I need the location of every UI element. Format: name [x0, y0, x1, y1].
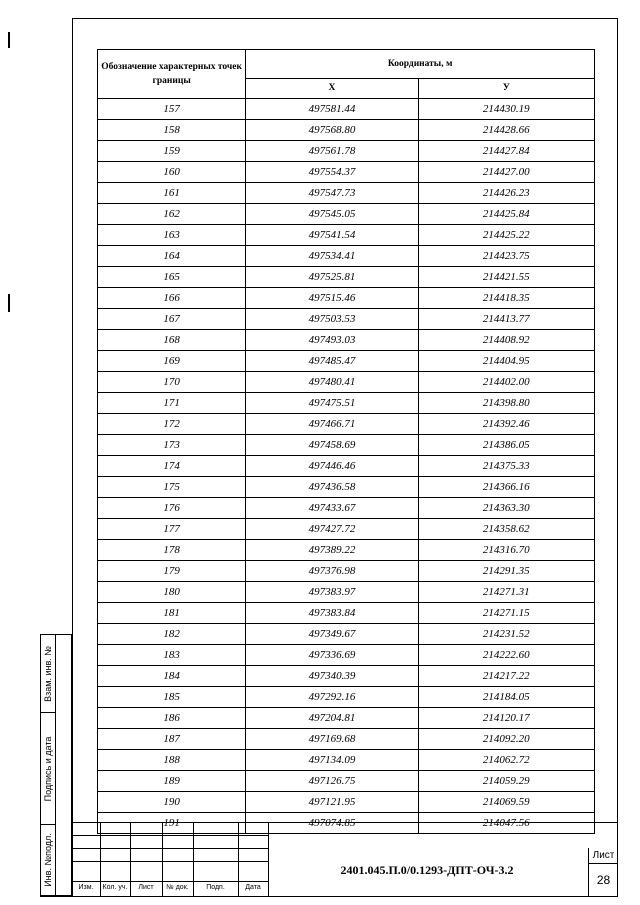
label-data: Дата: [245, 884, 261, 891]
cell-x: 497389.22: [246, 540, 418, 561]
cell-x: 497545.05: [246, 204, 418, 225]
cell-x: 497204.81: [246, 708, 418, 729]
cell-x: 497466.71: [246, 414, 418, 435]
cell-point: 166: [98, 288, 246, 309]
cell-x: 497134.09: [246, 750, 418, 771]
side-stamp-vzam-label: Взам. инв. №: [43, 645, 53, 702]
table-row: [98, 519, 595, 540]
cell-x: 497581.44: [246, 99, 418, 120]
cell-y: 214375.33: [418, 456, 594, 477]
cell-point: 163: [98, 225, 246, 246]
table-row: [98, 729, 595, 750]
cell-y: 214398.80: [418, 393, 594, 414]
cell-y: 214217.22: [418, 666, 594, 687]
table-row: [98, 456, 595, 477]
cell-point: 177: [98, 519, 246, 540]
label-list: Лист: [138, 884, 154, 891]
cell-point: 171: [98, 393, 246, 414]
cell-point: 158: [98, 120, 246, 141]
cell-y: 214386.05: [418, 435, 594, 456]
cell-point: 162: [98, 204, 246, 225]
cell-x: 497383.84: [246, 603, 418, 624]
header-y-label: У: [418, 78, 594, 98]
cell-y: 214427.00: [418, 162, 594, 183]
cell-point: 186: [98, 708, 246, 729]
table-row: [98, 498, 595, 519]
sheet-number: 28: [596, 873, 611, 887]
cell-point: 183: [98, 645, 246, 666]
cell-y: 214426.23: [418, 183, 594, 204]
cell-point: 182: [98, 624, 246, 645]
cell-x: 497169.68: [246, 729, 418, 750]
table-row: [98, 204, 595, 225]
cell-y: 214402.00: [418, 372, 594, 393]
cell-x: 497503.53: [246, 309, 418, 330]
cell-point: 170: [98, 372, 246, 393]
table-row: [98, 288, 595, 309]
cell-x: 497292.16: [246, 687, 418, 708]
cell-x: 497480.41: [246, 372, 418, 393]
cell-point: 190: [98, 792, 246, 813]
side-stamp-signature-label: Подпись и дата: [43, 736, 53, 801]
cell-point: 174: [98, 456, 246, 477]
table-row: [98, 351, 595, 372]
table-row: [98, 414, 595, 435]
sheet-label: Лист: [589, 848, 618, 864]
label-izm: Изм.: [78, 884, 94, 891]
cell-point: 167: [98, 309, 246, 330]
table-row: [98, 603, 595, 624]
table-row: [98, 708, 595, 729]
table-row: [98, 771, 595, 792]
cell-y: 214069.59: [418, 792, 594, 813]
cell-point: 178: [98, 540, 246, 561]
cell-point: 180: [98, 582, 246, 603]
cell-x: 497515.46: [246, 288, 418, 309]
cell-point: 185: [98, 687, 246, 708]
cell-y: 214184.05: [418, 687, 594, 708]
cell-y: 214271.15: [418, 603, 594, 624]
table-row: [98, 267, 595, 288]
title-block-divider: [268, 823, 269, 897]
cell-point: 184: [98, 666, 246, 687]
cell-point: 187: [98, 729, 246, 750]
side-stamp-inv-label: Инв. №подл.: [43, 833, 53, 887]
cell-point: 160: [98, 162, 246, 183]
cell-y: 214408.92: [418, 330, 594, 351]
cell-y: 214413.77: [418, 309, 594, 330]
side-stamp-vzam: [41, 635, 56, 713]
cell-y: 214392.46: [418, 414, 594, 435]
cell-y: 214271.31: [418, 582, 594, 603]
cell-y: 214092.20: [418, 729, 594, 750]
cell-point: 157: [98, 99, 246, 120]
cell-x: 497436.58: [246, 477, 418, 498]
cell-point: 164: [98, 246, 246, 267]
cell-point: 189: [98, 771, 246, 792]
cell-y: 214430.19: [418, 99, 594, 120]
cell-y: 214062.72: [418, 750, 594, 771]
cell-x: 497485.47: [246, 351, 418, 372]
cell-point: 176: [98, 498, 246, 519]
header-coordinates-label: Координаты, м: [246, 50, 595, 79]
table-row: [98, 624, 595, 645]
cell-x: 497074.85: [246, 813, 418, 834]
cell-y: 214425.84: [418, 204, 594, 225]
cell-x: 497340.39: [246, 666, 418, 687]
frame-left-border: [72, 18, 73, 897]
cell-y: 214404.95: [418, 351, 594, 372]
cell-y: 214363.30: [418, 498, 594, 519]
cell-x: 497525.81: [246, 267, 418, 288]
cell-x: 497121.95: [246, 792, 418, 813]
cell-y: 214418.35: [418, 288, 594, 309]
table-row: [98, 393, 595, 414]
cell-point: 179: [98, 561, 246, 582]
cell-y: 214047.56: [418, 813, 594, 834]
sheet-box: [588, 848, 618, 897]
table-row: [98, 183, 595, 204]
cell-x: 497547.73: [246, 183, 418, 204]
cell-x: 497376.98: [246, 561, 418, 582]
cell-point: 169: [98, 351, 246, 372]
cell-x: 497493.03: [246, 330, 418, 351]
table-row: [98, 582, 595, 603]
table-row: [98, 540, 595, 561]
table-row: [98, 750, 595, 771]
label-n-dok: № док.: [166, 884, 189, 891]
frame-right-border: [617, 18, 618, 897]
cell-y: 214366.16: [418, 477, 594, 498]
cell-x: 497427.72: [246, 519, 418, 540]
cell-y: 214059.29: [418, 771, 594, 792]
cell-y: 214231.52: [418, 624, 594, 645]
cell-x: 497561.78: [246, 141, 418, 162]
cell-point: 175: [98, 477, 246, 498]
cell-point: 168: [98, 330, 246, 351]
table-row: [98, 309, 595, 330]
cell-x: 497475.51: [246, 393, 418, 414]
table-body: [98, 99, 595, 834]
cell-point: 165: [98, 267, 246, 288]
cell-x: 497336.69: [246, 645, 418, 666]
cell-y: 214291.35: [418, 561, 594, 582]
table-row: [98, 477, 595, 498]
table-row: [98, 666, 595, 687]
frame-top-border: [72, 18, 618, 19]
document-code: 2401.045.П.0/0.1293-ДПТ-ОЧ-3.2: [340, 863, 514, 877]
cell-y: 214222.60: [418, 645, 594, 666]
cell-x: 497458.69: [246, 435, 418, 456]
table-row: [98, 372, 595, 393]
table-row: [98, 120, 595, 141]
coordinates-table: [97, 49, 595, 834]
cell-point: 159: [98, 141, 246, 162]
side-stamp: [40, 634, 72, 896]
header-x-label: X: [246, 78, 418, 98]
header-point-label: Обозначение характерных точек границы: [98, 50, 246, 99]
table-row: [98, 246, 595, 267]
table-row: [98, 645, 595, 666]
table-row: [98, 141, 595, 162]
cell-y: 214120.17: [418, 708, 594, 729]
title-block: [72, 822, 618, 897]
cell-y: 214425.22: [418, 225, 594, 246]
cell-point: 172: [98, 414, 246, 435]
table-row: [98, 792, 595, 813]
cell-y: 214427.84: [418, 141, 594, 162]
scan-mark-middle: [8, 294, 10, 312]
side-stamp-signature: [41, 713, 56, 825]
revision-grid: [72, 823, 268, 897]
cell-point: 188: [98, 750, 246, 771]
table-row: [98, 687, 595, 708]
cell-x: 497446.46: [246, 456, 418, 477]
cell-x: 497126.75: [246, 771, 418, 792]
label-kol-uch: Кол. уч.: [102, 884, 128, 891]
cell-y: 214316.70: [418, 540, 594, 561]
cell-x: 497349.67: [246, 624, 418, 645]
cell-y: 214428.66: [418, 120, 594, 141]
cell-x: 497541.54: [246, 225, 418, 246]
table-row: [98, 99, 595, 120]
cell-point: 173: [98, 435, 246, 456]
cell-x: 497433.67: [246, 498, 418, 519]
table-row: [98, 162, 595, 183]
cell-y: 214421.55: [418, 267, 594, 288]
table-row: [98, 225, 595, 246]
cell-y: 214358.62: [418, 519, 594, 540]
cell-y: 214423.75: [418, 246, 594, 267]
table-row: [98, 561, 595, 582]
table-row: [98, 435, 595, 456]
cell-point: 161: [98, 183, 246, 204]
cell-point: 181: [98, 603, 246, 624]
cell-x: 497383.97: [246, 582, 418, 603]
scan-mark-top: [8, 32, 10, 48]
cell-x: 497554.37: [246, 162, 418, 183]
side-stamp-inv: [41, 825, 56, 895]
cell-x: 497568.80: [246, 120, 418, 141]
cell-x: 497534.41: [246, 246, 418, 267]
table-row: [98, 330, 595, 351]
label-podp: Подп.: [206, 884, 225, 891]
cell-point: 191: [98, 813, 246, 834]
